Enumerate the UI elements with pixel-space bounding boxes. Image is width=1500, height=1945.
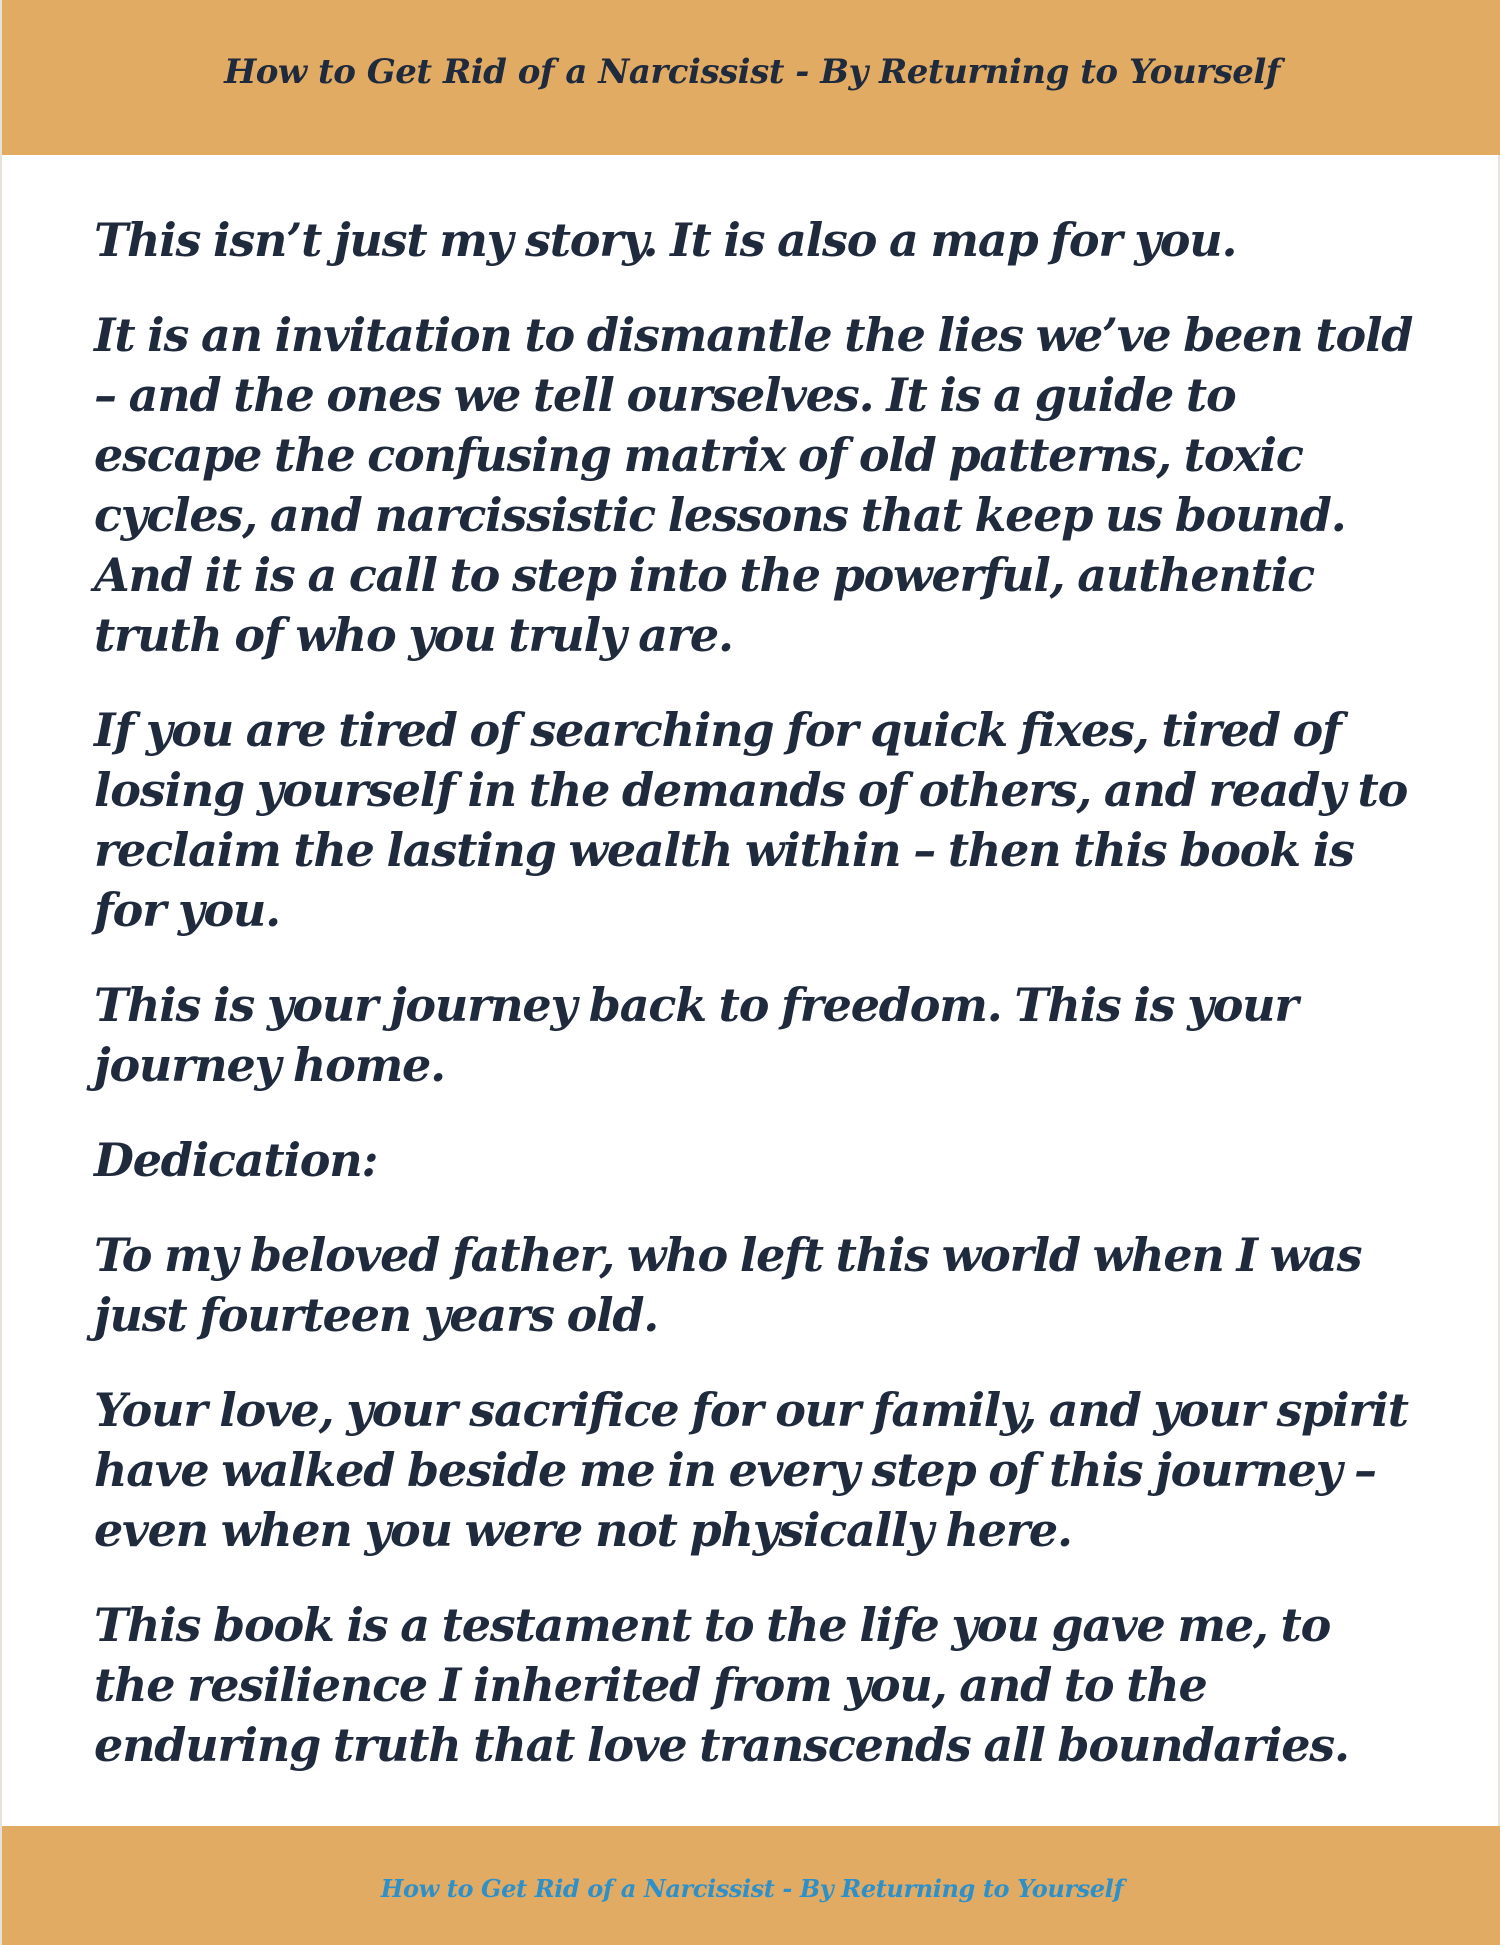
- paragraph-intro: This isn’t just my story. It is also a map for you.: [94, 213, 1237, 267]
- header-title: How to Get Rid of a Narcissist - By Returning to Yourself: [224, 51, 1280, 92]
- paragraph-dedication-father: To my beloved father, who left this world when I was just fourteen years old.: [94, 1228, 1362, 1342]
- paragraph-invitation: It is an invitation to dismantle the lies we’ve been told – and the ones we tell ourselves. It is a guide to escape the confusing matrix of old patterns, toxic cycles, and narcissistic lessons that keep us bound. And it is a call to step into the powerful, authentic truth of who you truly are.: [94, 308, 1413, 662]
- dedication-heading: Dedication:: [94, 1133, 378, 1187]
- paragraph-journey: This is your journey back to freedom. This is your journey home.: [94, 978, 1298, 1092]
- footer-title: How to Get Rid of a Narcissist - By Returning to Yourself: [380, 1874, 1124, 1903]
- footer-band: [2, 1826, 1500, 1945]
- paragraph-dedication-testament: This book is a testament to the life you gave me, to the resilience I inherited from you, and to the enduring truth that love transcends all boundaries.: [94, 1598, 1349, 1772]
- header-band: [2, 0, 1500, 155]
- paragraph-dedication-love: Your love, your sacrifice for our family, and your spirit have walked beside me in every step of this journey – even when you were not physically here.: [94, 1383, 1408, 1557]
- body-content: [94, 210, 1414, 1810]
- paragraph-audience: If you are tired of searching for quick fixes, tired of losing yourself in the demands of others, and ready to reclaim the lasting wealth within – then this book is for you.: [94, 703, 1408, 937]
